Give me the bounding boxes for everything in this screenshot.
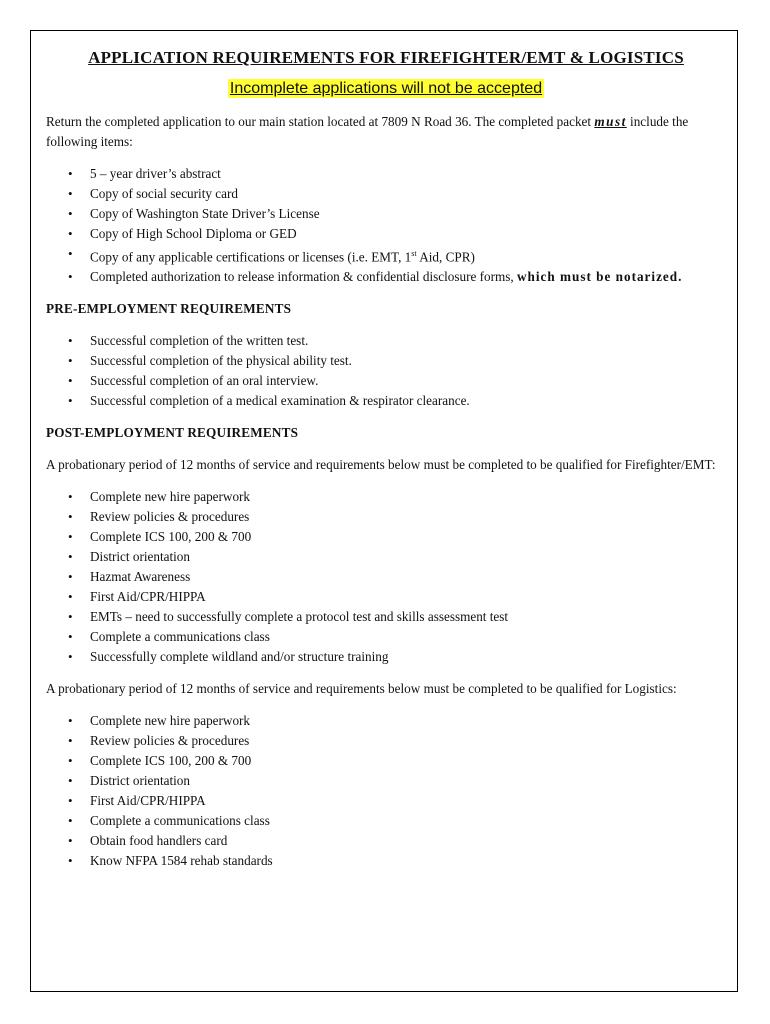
list-item: • Complete a communications class: [46, 811, 726, 831]
post-employment-heading: POST-EMPLOYMENT REQUIREMENTS: [46, 425, 299, 441]
list-item: • Successful completion of the written test.: [46, 331, 726, 351]
list-item: • District orientation: [46, 771, 726, 791]
list-item: [46, 267, 726, 287]
intro-paragraph: [46, 112, 726, 152]
intro-text-before: Return the completed application to our main station located at 7809 N Road 36. The completed packet: [46, 114, 595, 129]
logistics-list: [46, 711, 726, 871]
list-item: • Complete ICS 100, 200 & 700: [46, 751, 726, 771]
list-item: • Successful completion of an oral interview.: [46, 371, 726, 391]
list-item: • Successful completion of the physical ability test.: [46, 351, 726, 371]
warning-banner: [46, 78, 726, 100]
list-item: • Complete new hire paperwork: [46, 487, 726, 507]
list-item: • Review policies & procedures: [46, 731, 726, 751]
pre-employment-heading: PRE-EMPLOYMENT REQUIREMENTS: [46, 301, 292, 317]
list-item: • First Aid/CPR/HIPPA: [46, 587, 726, 607]
cert-text-before: Copy of any applicable certifications or licenses (i.e. EMT, 1: [90, 249, 412, 265]
list-item: • EMTs – need to successfully complete a protocol test and skills assessment test: [46, 607, 726, 627]
firefighter-intro: A probationary period of 12 months of service and requirements below must be completed to be qualified for Firefighter/EMT:: [46, 457, 716, 473]
list-item: [46, 244, 726, 267]
list-item: • Obtain food handlers card: [46, 831, 726, 851]
document-body: [46, 44, 726, 883]
list-item: • Complete ICS 100, 200 & 700: [46, 527, 726, 547]
warning-text: Incomplete applications will not be accepted: [229, 80, 543, 97]
list-item: • Successfully complete wildland and/or structure training: [46, 647, 726, 667]
list-item: • Hazmat Awareness: [46, 567, 726, 587]
list-item: • Know NFPA 1584 rehab standards: [46, 851, 726, 871]
page-title: APPLICATION REQUIREMENTS FOR FIREFIGHTER/EMT & LOGISTICS: [88, 48, 684, 67]
cert-text-after: Aid, CPR): [416, 249, 475, 265]
list-item: • Copy of High School Diploma or GED: [46, 224, 726, 244]
list-item: • Complete a communications class: [46, 627, 726, 647]
intro-text-after: include the following items:: [46, 114, 689, 149]
cert-superscript: st: [411, 249, 417, 258]
application-items-list: [46, 164, 726, 287]
list-item: • Review policies & procedures: [46, 507, 726, 527]
list-item: • Copy of social security card: [46, 184, 726, 204]
list-item: • 5 – year driver’s abstract: [46, 164, 726, 184]
pre-employment-list: [46, 331, 726, 411]
list-item: • Complete new hire paperwork: [46, 711, 726, 731]
intro-must: must: [594, 114, 627, 129]
authorization-bold: which must be notarized.: [517, 269, 683, 285]
list-item: • First Aid/CPR/HIPPA: [46, 791, 726, 811]
firefighter-list: [46, 487, 726, 667]
list-item: • Successful completion of a medical examination & respirator clearance.: [46, 391, 726, 411]
logistics-intro: A probationary period of 12 months of service and requirements below must be completed to be qualified for Logistics:: [46, 681, 677, 697]
list-item: • Copy of Washington State Driver’s License: [46, 204, 726, 224]
list-item: • District orientation: [46, 547, 726, 567]
authorization-text: Completed authorization to release information & confidential disclosure forms,: [90, 269, 518, 285]
